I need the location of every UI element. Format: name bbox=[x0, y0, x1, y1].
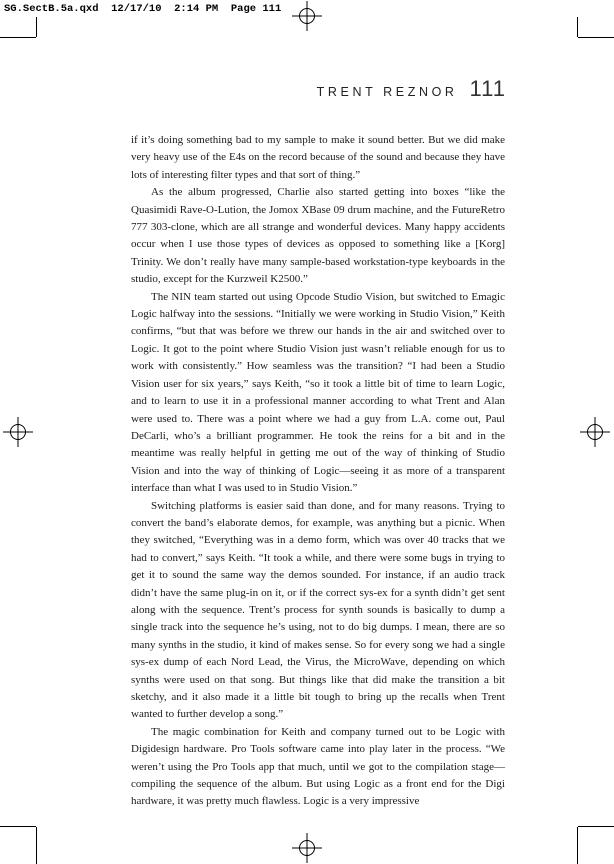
crop-mark-bottom-right-h bbox=[578, 826, 614, 827]
paragraph: Switching platforms is easier said than done, and for many reasons. Trying to convert the band’s elaborate demos, for example, was anything but a picnic. When they switched, “Everything was in a demo form, which was over 40 tracks that we had to convert,” says Keith. “It took a while, and there were some bugs in trying to get it to sound the same way the demos sounded. For instance, if an audio track didn’t have the same plug-in on it, or if the correct sys-ex for a synth didn’t get sent along with the sequence. Trent’s process for synth sounds is basically to dump a single track into the sequence he’s using, not to do big dumps. I mean, there are so many synths in the studio, it kind of makes sense. So for every song we had a single sys-ex dump of each Nord Lead, the Virus, the MicroWave, depending on which synths were used on that song. But things like that did make the transition a bit sketchy, and it also made it a little bit tough to bring up the recalls when Trent wanted to further develop a song.” bbox=[131, 499, 505, 721]
crop-mark-top-right-h bbox=[578, 37, 614, 38]
crop-mark-top-left-h bbox=[0, 37, 36, 38]
running-head bbox=[317, 76, 506, 102]
crop-mark-bottom-left-h bbox=[0, 826, 36, 827]
registration-mark-right-icon bbox=[580, 417, 610, 447]
registration-mark-bottom-icon bbox=[292, 833, 322, 863]
paragraph: if it’s doing something bad to my sample to make it sound better. But we did make very heavy use of the E4s on the record because of the sound and because they have lots of interesting filter types and that sort of thing.” bbox=[131, 134, 505, 181]
registration-mark-left-icon bbox=[3, 417, 33, 447]
paragraph: The magic combination for Keith and company turned out to be Logic with Digidesign hardware. Pro Tools software came into play later in the process. “We weren’t using the Pro Tools app that much, until we got to the compilation stage—compiling the sequence of the album. But using Logic as a front end for the Digi hardware, it was pretty much flawless. Logic is a very impressive bbox=[131, 725, 505, 808]
crop-mark-top-left-v bbox=[36, 17, 37, 37]
print-slug: SG.SectB.5a.qxd 12/17/10 2:14 PM Page 111 bbox=[4, 3, 282, 15]
paragraph: As the album progressed, Charlie also started getting into boxes “like the Quasimidi Rave-O-Lution, the Jomox XBase 09 drum machine, and the FutureRetro 777 303-clone, which are all strange and wonderful devices. Many happy accidents occur when I use those types of devices as opposed to something like a [Korg] Trinity. We don’t really have many sample-based workstation-type keyboards in the studio, except for the Kurzweil K2500.” bbox=[131, 186, 505, 286]
page-number: 111 bbox=[469, 76, 506, 101]
running-head-title: TRENT REZNOR bbox=[316, 85, 458, 99]
crop-mark-bottom-left-v bbox=[36, 827, 37, 864]
body-text bbox=[131, 132, 505, 811]
registration-mark-top-icon bbox=[292, 1, 322, 31]
paragraph: The NIN team started out using Opcode Studio Vision, but switched to Emagic Logic halfway into the sessions. “Initially we were working in Studio Vision,” Keith confirms, “but that was before we threw our hands in the air and switched over to Logic. It got to the point where Studio Vision just wasn’t reliable enough for us to work with consistently.” How seamless was the transition? “I had been a Studio Vision user for six years,” says Keith, “so it took a little bit of time to learn Logic, and to learn to use it in a professional manner according to what Trent and Alan were used to. There was a point where we had a guy from L.A. come out, Paul DeCarli, who’s a brilliant programmer. He took the reins for a bit and in the meantime was really helpful in getting me out of the way of thinking of Studio Vision and into the way of thinking of Logic—seeing it as more of a transparent interface than what I was used to in Studio Vision.” bbox=[131, 290, 505, 495]
crop-mark-top-right-v bbox=[577, 17, 578, 37]
crop-mark-bottom-right-v bbox=[577, 827, 578, 864]
